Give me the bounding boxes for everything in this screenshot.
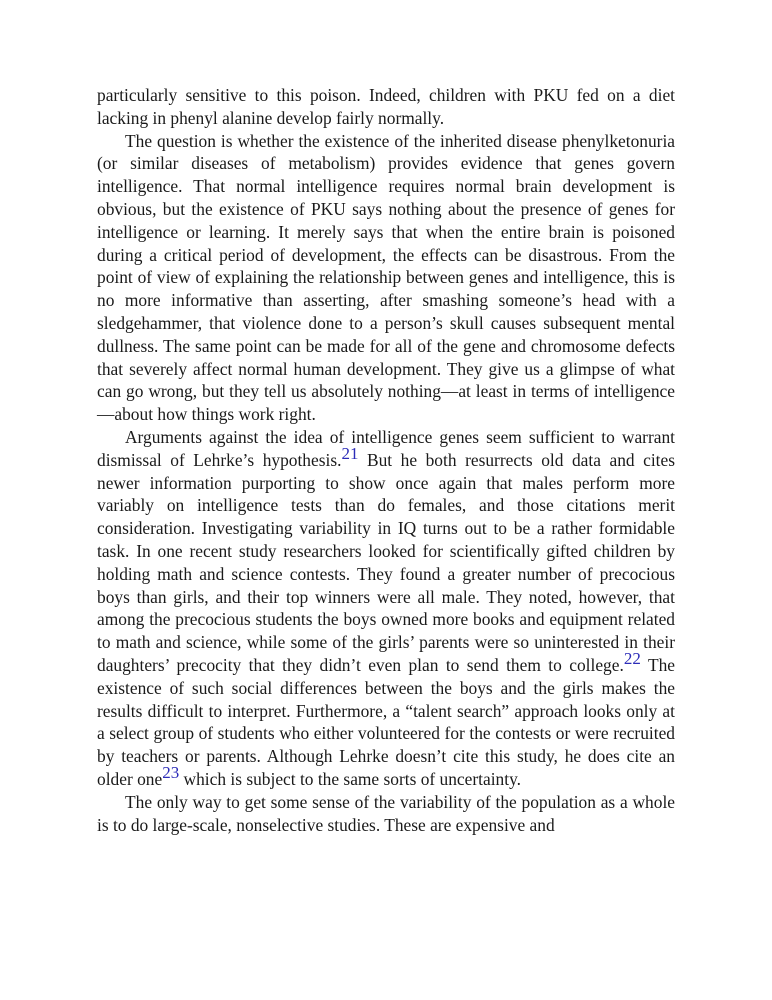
paragraph-4 xyxy=(97,791,675,837)
text-run: which is subject to the same sorts of uncertainty. xyxy=(179,768,521,789)
paragraph-1 xyxy=(97,84,675,130)
footnote-link-23[interactable]: 23 xyxy=(162,763,180,783)
document-page xyxy=(97,84,675,836)
text-run: The question is whether the existence of the inherited disease phenylketonuria (or similar diseases of metabolism) provides evidence that genes govern intelligence. That normal intelligence requires normal brain development is obvious, but the existence of PKU says nothing about the presence of genes for intelligence or learning. It merely says that when the entire brain is poisoned during a critical period of development, the effects can be disastrous. From the point of view of explaining the relationship between genes and intelligence, this is no more informative than asserting, after smashing someone’s head with a sledgehammer, that violence done to a person’s skull causes subsequent mental dullness. The same point can be made for all of the gene and chromosome defects that severely affect normal human development. They give us a glimpse of what can go wrong, but they tell us absolutely nothing—at least in terms of intelligence—about how things work right. xyxy=(97,130,675,425)
text-run: But he both resurrects old data and cites newer information purporting to show once again that males perform more variably on intelligence tests than do females, and those citations merit consideration. Investigating variability in IQ turns out to be a rather formidable task. In one recent study researchers looked for scientifically gifted children by holding math and science contests. They found a greater number of precocious boys than girls, and their top winners were all male. They noted, however, that among the precocious students the boys owned more books and equipment related to math and science, while some of the girls’ parents were so uninterested in their daughters’ precocity that they didn’t even plan to send them to college. xyxy=(97,449,675,675)
text-run: Arguments against the idea of intelligence genes seem sufficient to warrant dismissal of Lehrke’s hypothesis. xyxy=(97,426,675,470)
text-run: particularly sensitive to this poison. Indeed, children with PKU fed on a diet lacking in phenyl alanine develop fairly normally. xyxy=(97,85,675,128)
footnote-link-22[interactable]: 22 xyxy=(623,649,641,669)
paragraph-3 xyxy=(97,426,675,791)
text-run: The only way to get some sense of the variability of the population as a whole is to do large-scale, nonselective studies. These are expensive and xyxy=(97,791,675,835)
text-run: The existence of such social differences between the boys and the girls makes the results difficult to interpret. Furthermore, a “talent search” approach looks only at a select group of students who either volunteered for the contests or were recruited by teachers or parents. Although Lehrke doesn’t cite this study, he does cite an older one xyxy=(97,654,675,789)
footnote-link-21[interactable]: 21 xyxy=(341,443,359,463)
paragraph-2 xyxy=(97,130,675,426)
